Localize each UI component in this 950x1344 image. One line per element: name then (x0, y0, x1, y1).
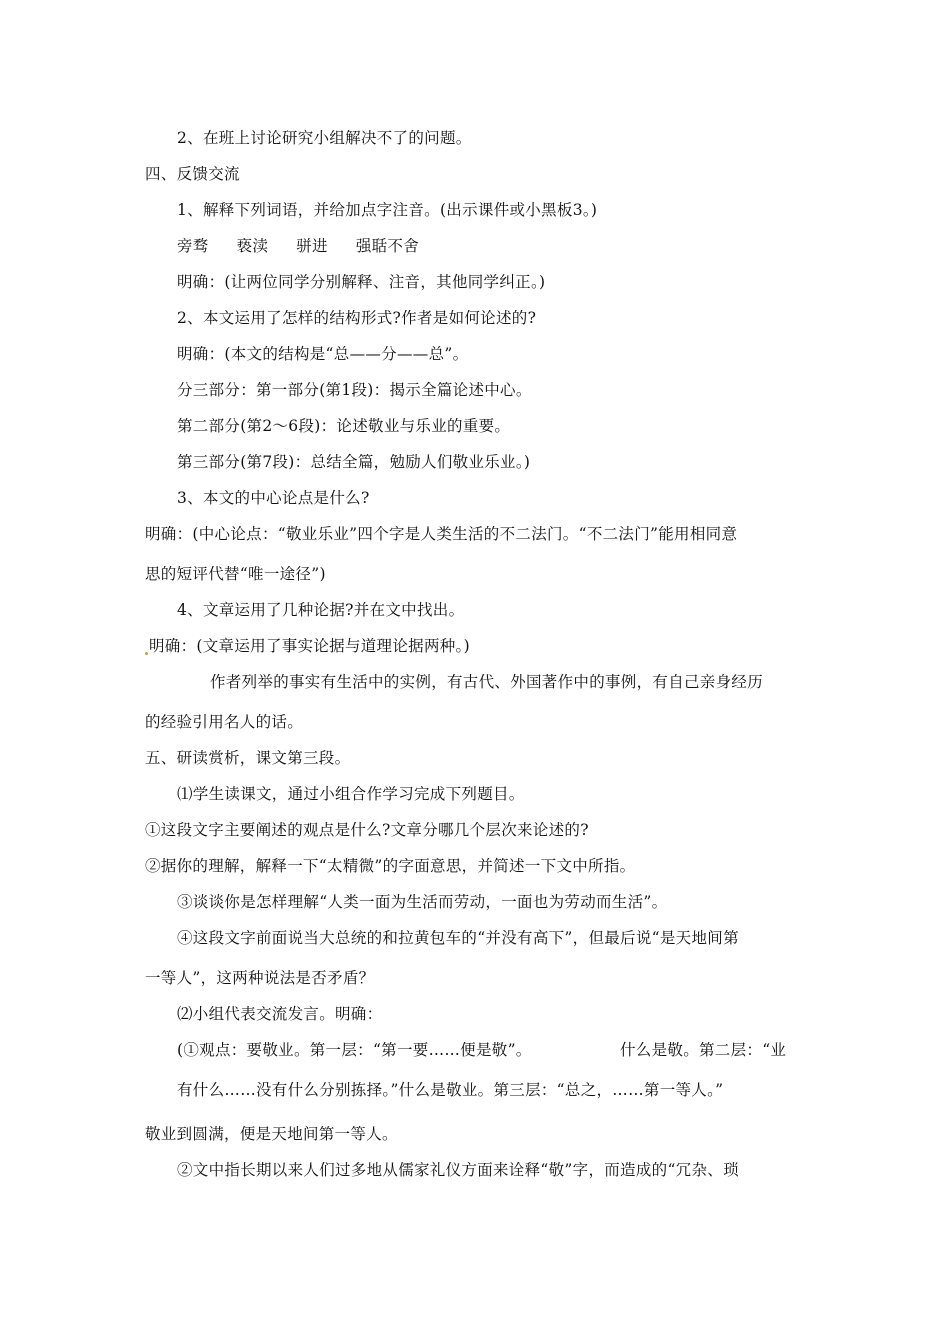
text-line-15 (145, 636, 470, 656)
text-line-6: 2、本文运用了怎样的结构形式?作者是如何论述的? (177, 309, 537, 327)
question-3: ③谈谈你是怎样理解“人类一面为生活而劳动，一面也为劳动而生活”。 (177, 893, 668, 911)
question-1: ①这段文字主要阐述的观点是什么?文章分哪几个层次来论述的? (145, 821, 589, 839)
section-heading-study: 五、研读赏析，课文第三段。 (145, 749, 351, 767)
emphasis-dot (145, 652, 148, 655)
text-line-19: ⑴学生读课文，通过小组合作学习完成下列题目。 (177, 785, 525, 803)
text-line-14: 4、文章运用了几种论据?并在文中找出。 (177, 601, 465, 619)
text-line-27: 有什么……没有什么分别拣择。”什么是敬业。第三层：“总之，……第一等人。” (177, 1081, 724, 1099)
text-line-7: 明确：(本文的结构是“总——分——总”。 (177, 345, 469, 363)
question-4: ④这段文字前面说当大总统的和拉黄包车的“并没有高下”，但最后说“是天地间第 (177, 929, 739, 947)
section-heading-feedback: 四、反馈交流 (145, 165, 240, 183)
vocab-word-1: 旁骛 (177, 237, 209, 255)
text-line-12: 明确：(中心论点：“敬业乐业”四个字是人类生活的不二法门。“不二法门”能用相同意 (145, 525, 738, 543)
text-line-9: 第二部分(第2～6段)：论述敬业与乐业的重要。 (177, 417, 511, 435)
text-line-8: 分三部分：第一部分(第1段)：揭示全篇论述中心。 (177, 381, 532, 399)
text-line-26a: (①观点：要敬业。第一层：“第一要……便是敬”。 (177, 1041, 532, 1059)
text-line-17: 的经验引用名人的话。 (145, 713, 304, 731)
vocab-row (177, 236, 419, 256)
vocab-word-2: 亵渎 (236, 237, 269, 255)
text-line-1: 2、在班上讨论研究小组解决不了的问题。 (177, 129, 472, 147)
text-line-11: 3、本文的中心论点是什么? (177, 489, 370, 507)
text-line-13: 思的短评代替“唯一途径”) (145, 565, 326, 583)
text-line-10: 第三部分(第7段)：总结全篇，勉励人们敬业乐业。) (177, 453, 531, 471)
text-line-28-content: 敬业到圆满，便是天地间第一等人。 (145, 1125, 398, 1143)
text-line-5: 明确：(让两位同学分别解释、注音，其他同学纠正。) (177, 273, 546, 291)
text-line-28 (145, 1124, 398, 1144)
vocab-word-4: 强聒不舍 (355, 237, 420, 255)
text-line-25: ⑵小组代表交流发言。明确： (177, 1005, 383, 1023)
text-line-29: ②文中指长期以来人们过多地从儒家礼仪方面来诠释“敬”字，而造成的“冗杂、琐 (177, 1161, 739, 1179)
text-line-15-content: 明确：(文章运用了事实论据与道理论据两种。) (149, 637, 470, 655)
question-2: ②据你的理解，解释一下“太精微”的字面意思，并简述一下文中所指。 (145, 857, 636, 875)
text-line-16: 作者列举的事实有生活中的实例，有古代、外国著作中的事例，有自己亲身经历 (210, 673, 764, 691)
text-line-3: 1、解释下列词语，并给加点字注音。(出示课件或小黑板3。) (177, 201, 598, 219)
vocab-word-3: 骈进 (296, 237, 328, 255)
text-line-26b: 什么是敬。第二层：“业 (620, 1041, 787, 1059)
question-4-cont: 一等人”，这两种说法是否矛盾？ (145, 969, 375, 987)
